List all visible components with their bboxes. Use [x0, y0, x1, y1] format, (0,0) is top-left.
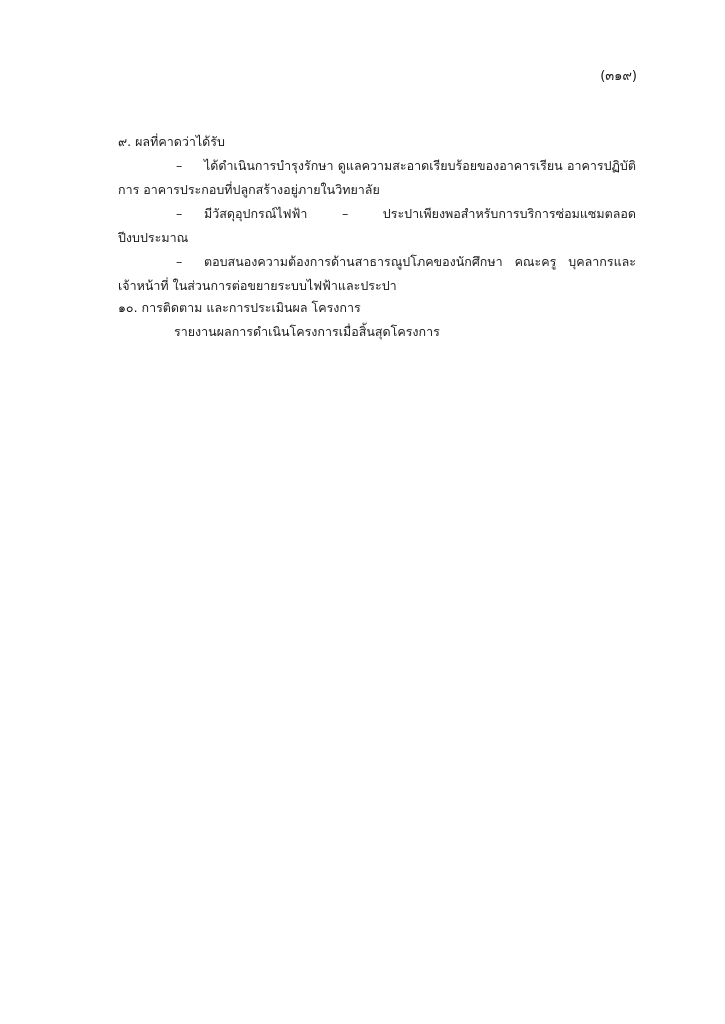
bullet-dash: – — [176, 254, 183, 269]
list-item — [118, 250, 636, 298]
bullet-dash: – — [176, 206, 183, 221]
list-item-text: มีวัสดุอุปกรณ์ไฟฟ้า – ประปาเพียงพอสำหรับการบริการซ่อมแซมตลอดปีงบประมาณ — [118, 206, 636, 245]
list-item-text: ตอบสนองความต้องการด้านสาธารณูปโภคของนักศึกษา คณะครู บุคลากรและเจ้าหน้าที่ ในส่วนการต่อขยายระบบไฟฟ้าและประปา — [118, 254, 636, 293]
page-number: (๓๑๙) — [600, 69, 637, 84]
bullet-dash: – — [176, 158, 183, 173]
list-item — [118, 154, 636, 202]
list-item — [118, 202, 636, 250]
section-heading: ๑๐. การติดตาม และการประเมินผล โครงการ — [118, 300, 361, 315]
section-expected-results — [118, 130, 636, 298]
list-item-text: ได้ดำเนินการบำรุงรักษา ดูแลความสะอาดเรียบร้อยของอาคารเรียน อาคารปฏิบัติการ อาคารประกอบที่ปลูกสร้างอยู่ภายในวิทยาลัย — [118, 158, 636, 197]
section-body: รายงานผลการดำเนินโครงการเมื่อสิ้นสุดโครงการ — [174, 324, 440, 339]
section-heading: ๙. ผลที่คาดว่าได้รับ — [118, 134, 225, 149]
section-monitoring-evaluation — [118, 296, 636, 344]
